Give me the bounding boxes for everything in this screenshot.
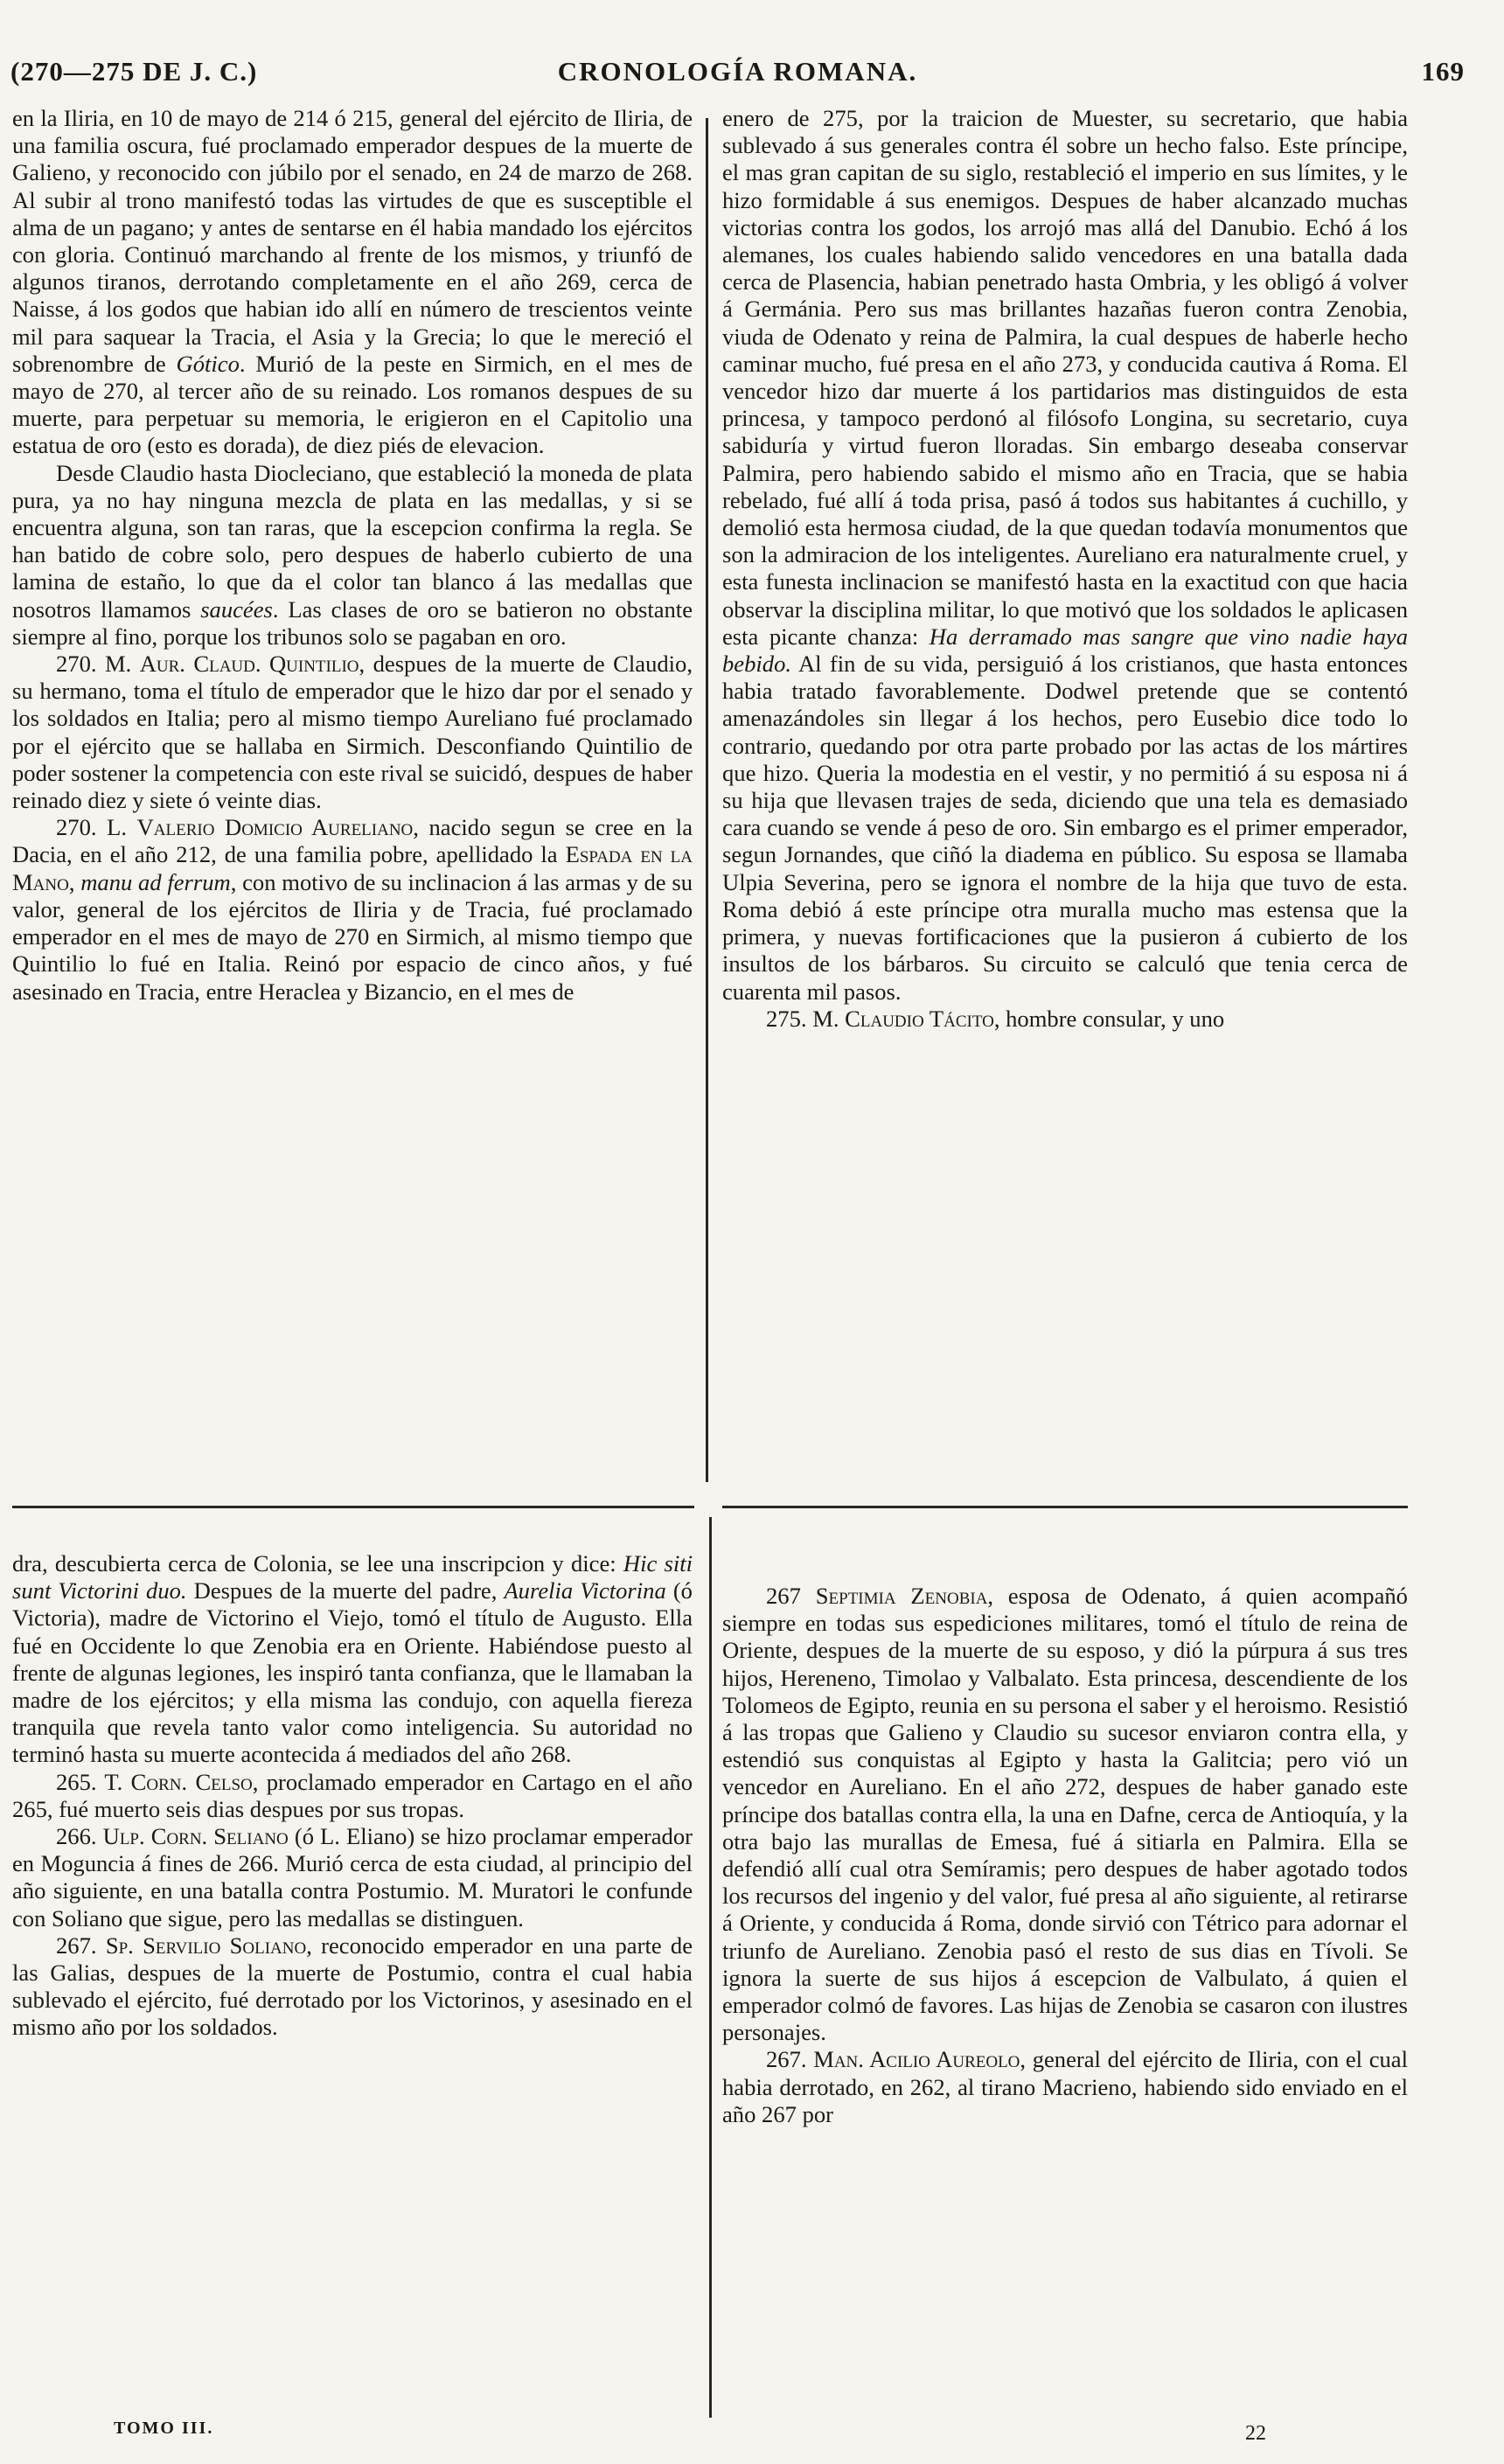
running-header — [10, 56, 1465, 98]
entry-name: Valerio Domicio Aureliano — [136, 814, 414, 841]
note-soliano: 267. Sp. Servilio Soliano, reconocido emperador en una parte de las Galias, despues de la muerte de Postumio, contra el cual habia sublevado el ejército, fué derrotado por los Victorinos, y asesinado en el mismo año por los soldados. — [12, 1932, 693, 2041]
entry-tacito: 275. M. Claudio Tácito, hombre consular, y uno — [766, 1005, 1225, 1032]
entry-quintilio: 270. M. Aur. Claud. Quintilio, despues de la muerte de Claudio, su hermano, toma el título de emperador que le hizo dar por el senado y los soldados en Italia; pero al mismo tiempo Aureliano fué proclamado por el ejército que se hallaba en Sirmich. Desconfiando Quintilio de poder sostener la competencia con este rival se suicidó, despues de haber reinado diez y siete ó veinte dias. — [12, 651, 693, 814]
note-zenobia: 267 Septimia Zenobia, esposa de Odenato, á quien acompañó siempre en todas sus espediciones militares, tomó el título de reina de Oriente, despues de la muerte de su esposo, y dió la púrpura á sus tres hijos, Hereneno, Timolao y Valbalato. Esta princesa, descendiente de los Tolomeos de Egipto, reunia en su persona el saber y el heroismo. Resistió á las tropas que Galieno y Claudio su sucesor enviaron contra ella, y estendió sus conquistas al Egipto y hasta la Galitcia; pero vió un vencedor en Aureliano. En el año 272, despues de haber ganado este príncipe dos batallas contra ella, la una en Dafne, cerca de Antioquía, y la otra bajo las murallas de Emesa, fué á sitiarla en Palmira. Ella se defendió allí cual otra Semíramis; pero despues de haber agotado todos los recursos del ingenio y del valor, fué presa al año siguiente, al retirarse á Oriente, y conducida á Roma, donde sirvió con Tétrico para adornar el triunfo de Aureliano. Zenobia pasó el resto de sus dias en Tívoli. Se ignora la suerte de sus hijos á escepcion de Valbulato, á quien el emperador colmó de favores. Las hijas de Zenobia se casaron con ilustres personajes. — [722, 1583, 1408, 2046]
entry-name: Man. Acilio Aureolo — [813, 2046, 1020, 2073]
paragraph-coinage: Desde Claudio hasta Diocleciano, que estableció la moneda de plata pura, ya no hay ninguna mezcla de plata en las medallas, y si se encuentra alguna, son tan raras, que la escepcion confirma la regla. Se han batido de cobre solo, pero despues de haberlo cubierto de una lamina de estaño, lo que da el color tan blanco á las medallas que nosotros llamamos saucées. Las clases de oro se batieron no obstante siempre al fino, porque los tribunos solo se pagaban en oro. — [12, 459, 693, 650]
entry-aureliano: 270. L. Valerio Domicio Aureliano, nacido segun se cree en la Dacia, en el año 212, de una familia pobre, apellidado la Espada en la Mano, manu ad ferrum, con motivo de su inclinacion á las armas y de su valor, general de los ejércitos de Iliria y de Tracia, fué proclamado emperador en el mes de mayo de 270 en Sirmich, al mismo tiempo que Quintilio lo fué en Italia. Reinó por espacio de cinco años, y fué asesinado en Tracia, entre Heraclea y Bizancio, en el mes de — [12, 814, 693, 1005]
entry-name: Ulp. Corn. Seliano — [102, 1823, 289, 1850]
note-victorina: dra, descubierta cerca de Colonia, se lee una inscripcion y dice: Hic siti sunt Victorini duo. Despues de la muerte del padre, Aurelia Victorina (ó Victoria), madre de Victorino el Viejo, tomó el título de Augusto. Ella fué en Occidente lo que Zenobia era en Oriente. Habiéndose puesto al frente de algunas legiones, les inspiró tanta confianza, que le llamaban la madre de los ejércitos; y ella misma las condujo, con aquella fiereza tranquila que revela tanto valor como inteligencia. Su autoridad no terminó hasta su muerte acontecida á mediados del año 268. — [12, 1550, 693, 1768]
entry-name: Claudio Tácito — [845, 1005, 994, 1032]
column-divider-top — [706, 118, 708, 1482]
top-right-column — [722, 105, 1408, 1033]
entry-name: Sp. Servilio Soliano — [105, 1932, 307, 1959]
bottom-right-column — [722, 1583, 1408, 2128]
entry-name: Corn. Celso — [130, 1768, 253, 1795]
section-rule-left — [12, 1506, 694, 1508]
note-celso: 265. T. Corn. Celso, proclamado emperador en Cartago en el año 265, fué muerto seis dias despues por sus tropas. — [12, 1768, 693, 1822]
column-divider-bottom — [709, 1517, 712, 2418]
paragraph-claudio: en la Iliria, en 10 de mayo de 214 ó 215, general del ejército de Iliria, de una familia oscura, fué proclamado emperador despues de la muerte de Galieno, y reconocido con júbilo por el senado, en 24 de marzo de 268. Al subir al trono manifestó todas las virtudes de que es susceptible el alma de un pagano; y antes de sentarse en él habia mandado los ejércitos con gloria. Continuó marchando al frente de los mismos, y triunfó de algunos tiranos, derrotando completamente en el año 269, cerca de Naisse, á los godos que habian ido allí en número de trescientos veinte mil para saquear la Tracia, el Asia y la Grecia; lo que le mereció el sobrenombre de Gótico. Murió de la peste en Sirmich, en el mes de mayo de 270, al tercer año de su reinado. Los romanos despues de su muerte, para perpetuar su memoria, le erigieron en el Capitolio una estatua de oro (esto es dorada), de diez piés de elevacion. — [12, 105, 693, 459]
bottom-left-column — [12, 1550, 693, 2042]
page-number: 169 — [1421, 56, 1465, 87]
header-title: CRONOLOGÍA ROMANA. — [557, 56, 918, 87]
note-seliano: 266. Ulp. Corn. Seliano (ó L. Eliano) se hizo proclamar emperador en Moguncia á fines de 266. Murió cerca de esta ciudad, al principio del año siguiente, en una batalla contra Postumio. M. Muratori le confunde con Soliano que sigue, pero las medallas se distinguen. — [12, 1823, 693, 1932]
note-aureolo: 267. Man. Acilio Aureolo, general del ejército de Iliria, con el cual habia derrotado, en 262, al tirano Macrieno, habiendo sido enviado en el año 267 por — [722, 2046, 1408, 2127]
signature-mark: 22 — [1245, 2422, 1266, 2445]
header-date-range: (270—275 DE J. C.) — [10, 56, 258, 87]
entry-name: Septimia Zenobia — [815, 1583, 988, 1609]
section-rule-right — [722, 1506, 1408, 1508]
paragraph-aureliano-cont: enero de 275, por la traicion de Muester, su secretario, que habia sublevado á sus generales contra él sobre un hecho falso. Este príncipe, el mas gran capitan de su siglo, restableció el imperio en sus límites, y le hizo formidable á sus enemigos. Despues de haber alcanzado muchas victorias contra los godos, los arrojó mas allá del Danubio. Echó á los alemanes, los cuales habiendo salido vencedores en una batalla dada cerca de Plasencia, habian penetrado hasta Ombria, y les obligó á volver á Germánia. Pero sus mas brillantes hazañas fueron contra Zenobia, viuda de Odenato y reina de Palmira, la cual despues de haberle hecho caminar mucho, fué presa en el año 273, y conducida cautiva á Roma. El vencedor hizo dar muerte á los partidarios mas distinguidos de esta princesa, y tampoco perdonó al filósofo Longina, su secretario, cuya sabiduría y virtud fueron lloradas. Sin embargo deseaba conservar Palmira, pero habiendo sabido el mismo año en Tracia, que se habia rebelado, fué allí á toda prisa, pasó á todos sus habitantes á cuchillo, y demolió esta hermosa ciudad, de la que quedan todavía monumentos que son la admiracion de los inteligentes. Aureliano era naturalmente cruel, y esta funesta inclinacion se manifestó hasta en la exactitud con que hacia observar la disciplina militar, lo que motivó que los soldados le aplicasen esta picante chanza: Ha derramado mas sangre que vino nadie haya bebido. Al fin de su vida, persiguió á los cristianos, que hasta entonces habia tratado favorablemente. Dodwel pretende que se contentó amenazándoles sin llegar á los hechos, pero Eusebio dice todo lo contrario, quedando por otra parte probado por las actas de los mártires que hizo. Queria la modestia en el vestir, y no permitió á su esposa ni á su hija que llevasen trajes de seda, diciendo que una tela es demasiado cara cuando se vende á peso de oro. Sin embargo es el primer emperador, segun Jornandes, que ciñó la diadema en público. Su esposa se llamaba Ulpia Severina, pero se ignora el nombre de la hija que tuvo de esta. Roma debió á este príncipe otra muralla mucho mas estensa que la primera, y nuevas fortificaciones que la pusieron á cubierto de los insultos de los bárbaros. Su circuito se calculó que tenia cerca de cuarenta mil pasos. — [722, 105, 1409, 1005]
volume-label: TOMO III. — [114, 2419, 214, 2438]
top-left-column — [12, 105, 693, 1006]
entry-name: Aur. Claud. Quintilio — [139, 651, 359, 678]
